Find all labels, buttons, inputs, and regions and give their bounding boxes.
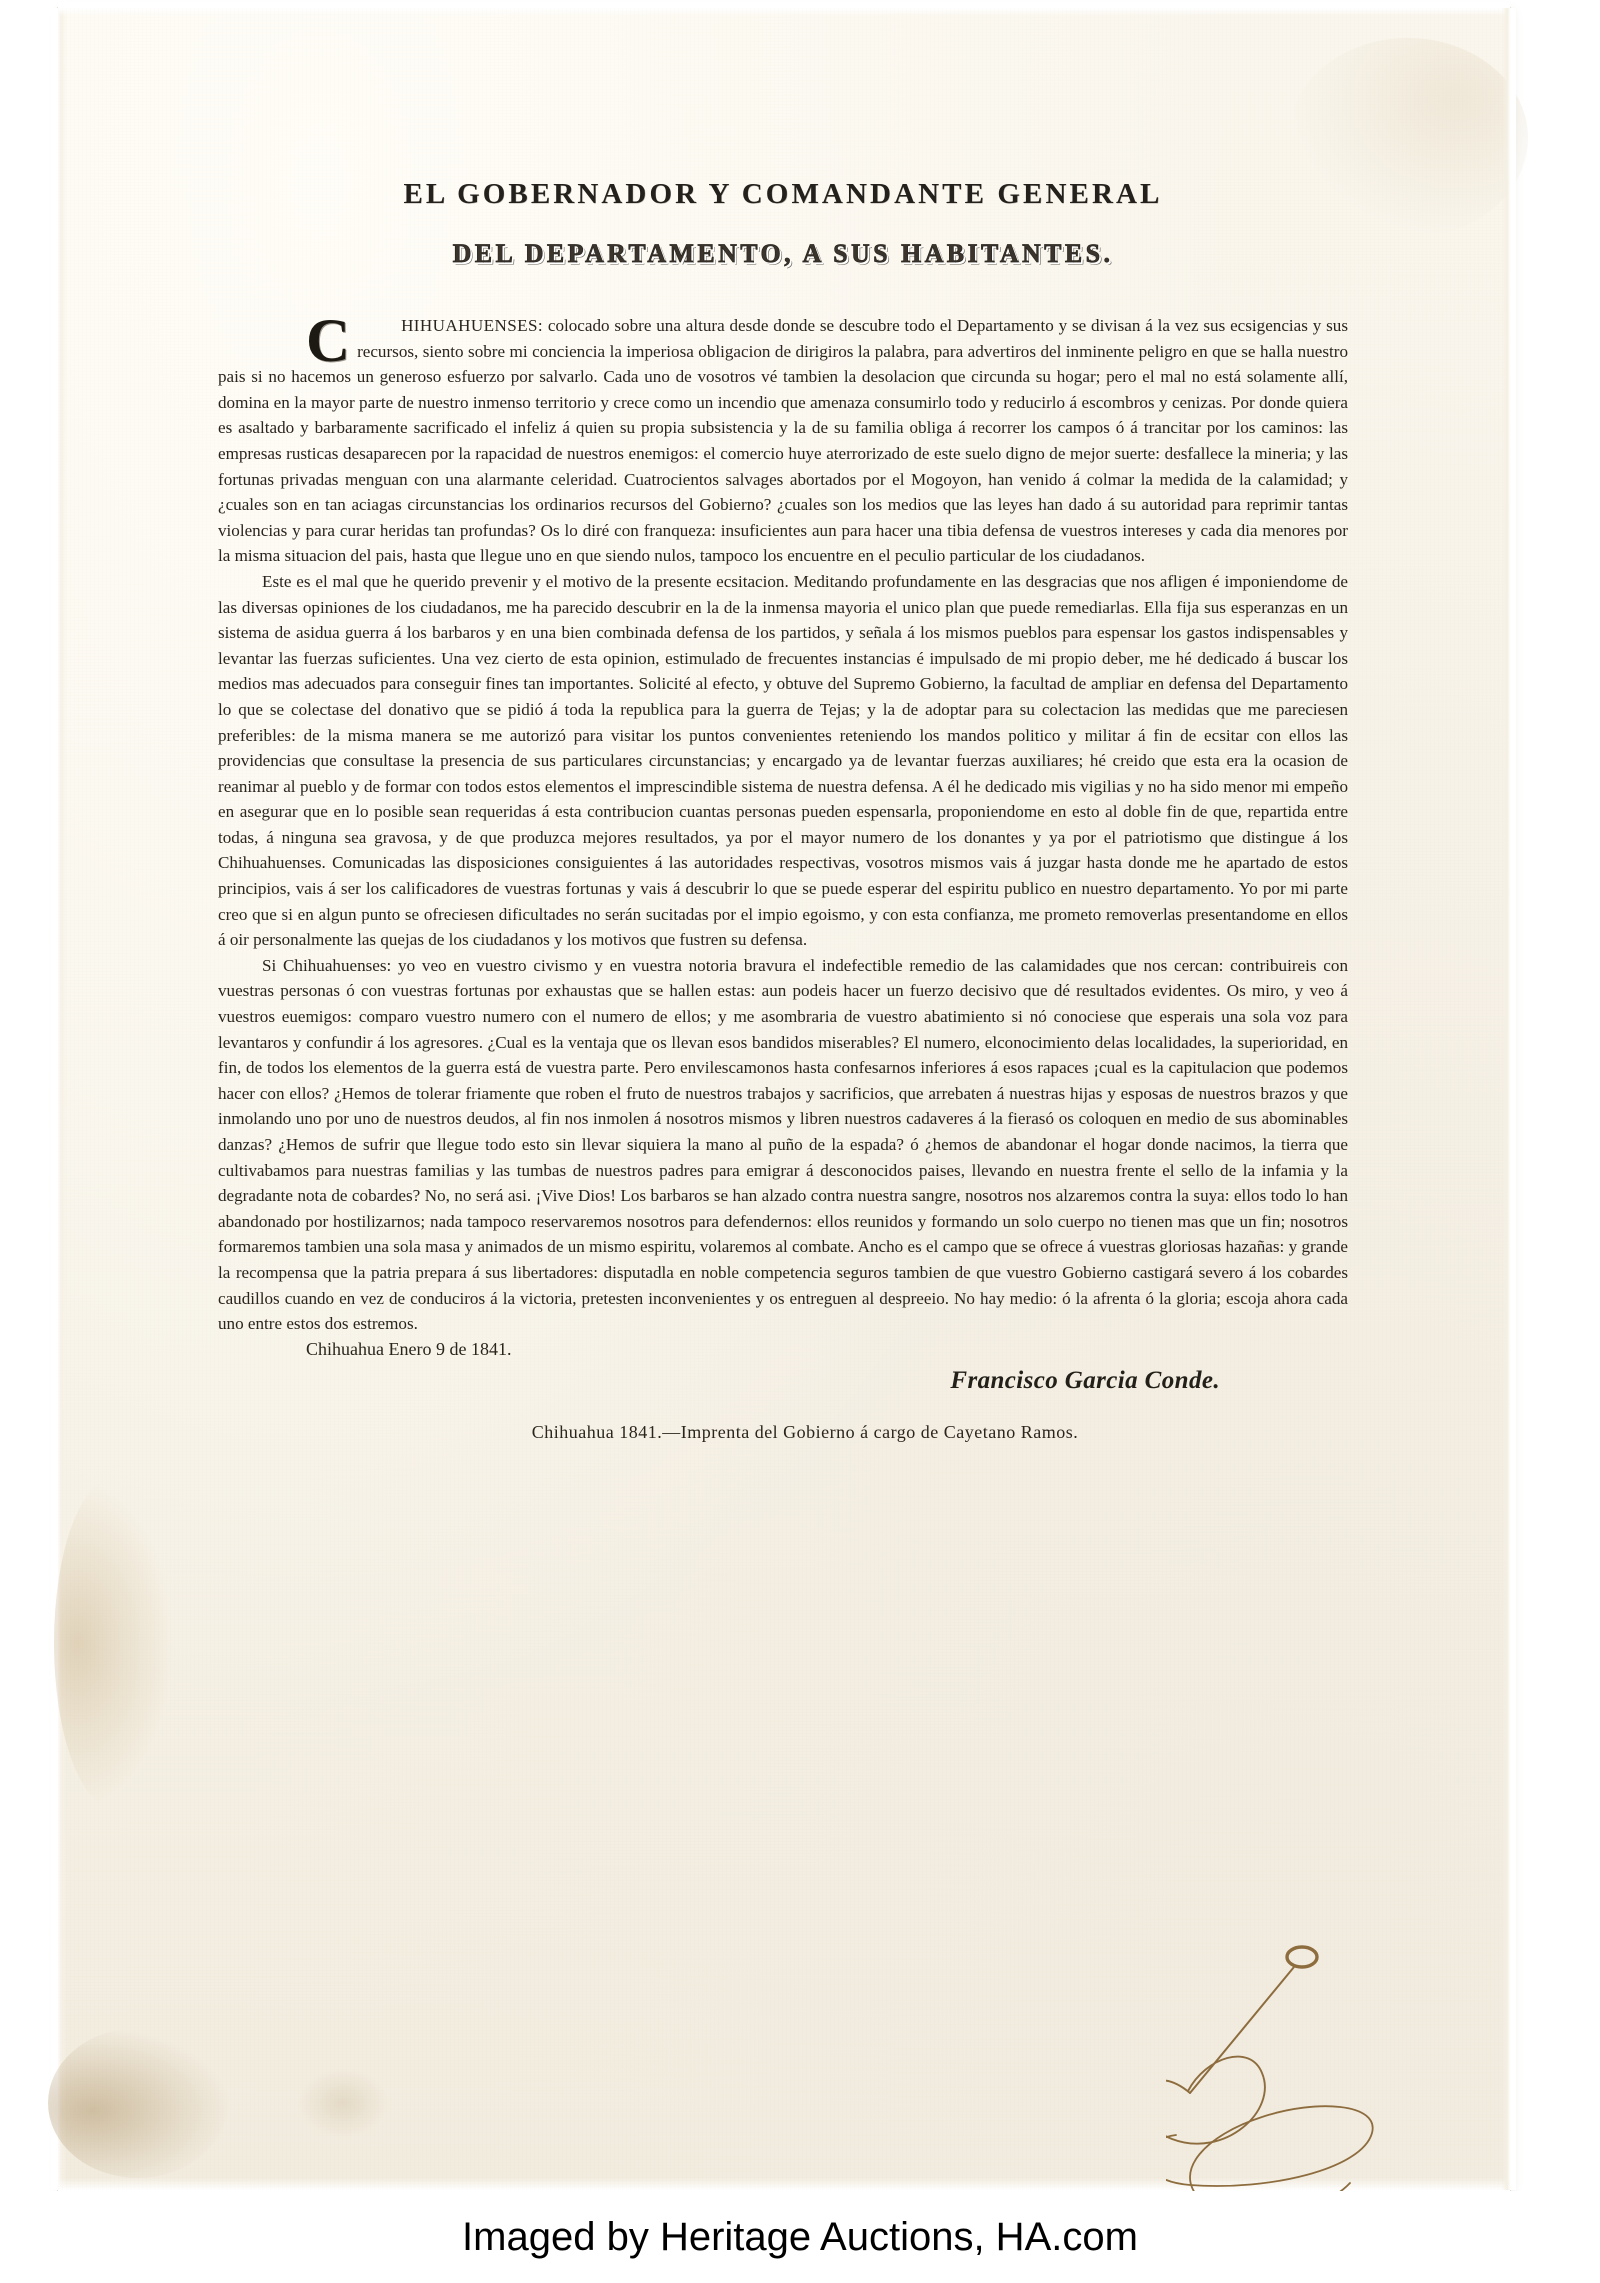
paragraph-opening <box>218 308 1348 569</box>
image-credit-text: Imaged by Heritage Auctions, HA.com <box>462 2214 1138 2259</box>
drop-cap: C <box>306 308 351 375</box>
document-text-block <box>218 8 1348 1446</box>
document-heading-secondary: DEL DEPARTAMENTO, A SUS HABITANTES. <box>452 239 1114 268</box>
image-credit-bar <box>0 2191 1600 2283</box>
signature-name: Francisco Garcia Conde. <box>950 1367 1220 1395</box>
document-heading-primary: EL GOBERNADOR Y COMANDANTE GENERAL <box>403 178 1163 210</box>
paragraph-2: Este es el mal que he querido prevenir y el motivo de la presente ecsitacion. Meditando profundamente en las desgracias que nos afligen é imponiendome de las diversas opiniones de los ciudadanos, me ha parecido descubrir en la de la inmensa mayoria el unico plan que puede remediarlas. Ella fija sus esperanzas en un sistema de asidua guerra á los barbaros y en una bien combinada defensa de los partidos, y señala á los mismos pueblos para espensar los gastos indispensables y levantar las fuerzas suficientes. Una vez cierto de esta opinion, estimulado de frecuentes instancias é impulsado de mi propio deber, me hé dedicado á buscar los medios mas adecuados para conseguir fines tan importantes. Solicité al efecto, y obtuve del Supremo Gobierno, la facultad de ampliar en defensa del Departamento lo que se colectase del donativo que se pidió á toda la republica para la guerra de Tejas; y la de adoptar para su colectacion las medidas que me pareciesen preferibles: de la misma manera se me autorizó para visitar los puntos convenientes reteniendo los mandos politico y militar á fin de ecsitar con ellos las providencias que consultase la presencia de sus particulares circunstancias; y encargado ya de levantar fuerzas auxiliares; hé creido que esta era la ocasion de reanimar al pueblo y de formar con todos estos elementos el imprescindible sistema de nuestra defensa. A él he dedicado mis vigilias y no ha sido menor mi empeño en asegurar que en lo posible sean requeridas á esta contribucion cuantas personas pueden espensarla, proponiendome en esto al doble fin de que, repartida entre todas, á ninguna sea gravosa, y de que produzca mejores resultados, ya por el mayor numero de los donantes y ya por el patriotismo que distingue á los Chihuahuenses. Comunicadas las disposiciones consiguientes á las autoridades respectivas, vosotros mismos vais á juzgar hasta donde me he apartado de estos principios, vais á ser los calificadores de vuestras fortunas y vais á descubrir lo que se puede esperar del espiritu publico en nuestro departamento. Yo por mi parte creo que si en algun punto se ofreciesen dificultades no serán sucitadas por el impio egoismo, y con esta confianza, me prometo removerlas presentandome en ellos á oir personalmente las quejas de los ciudadanos y los motivos que fustren su defensa. <box>218 571 1348 950</box>
opening-word: HIHUAHUENSES: <box>401 316 544 335</box>
printer-imprint: Chihuahua 1841.—Imprenta del Gobierno á cargo de Cayetano Ramos. <box>531 1422 1079 1443</box>
dateline: Chihuahua Enero 9 de 1841. <box>306 1338 512 1359</box>
broadside-document <box>58 8 1510 2190</box>
paragraph-3: Si Chihuahuenses: yo veo en vuestro civismo y en vuestra notoria bravura el indefectible remedio de las calamidades que nos cercan: contribuireis con vuestras personas ó con vuestras fortunas por exhaustas que se hallen estas: aun podeis hacer un fuerzo decisivo que dé resultados evidentes. Os miro, y veo á vuestros euemigos: comparo vuestro numero con el numero de ellos; y me asombraria de vuestro abatimiento si nó conociese que esperais una sola voz para levantaros y confundir á los agresores. ¿Cual es la ventaja que os llevan esos bandidos miserables? El numero, elconocimiento delas localidades, la superioridad, en fin, de todos los elementos de la guerra está de vuestra parte. Pero envilescamonos hasta confesarnos inferiores á esos rapaces ¡cual es la capitulacion que podemos hacer con ellos? ¿Hemos de tolerar friamente que roben el fruto de nuestros trabajos y sacrificios, que arrebaten á nuestras hijas y esposas de nuestros brazos y que inmolando uno por uno de nuestros deudos, al fin nos inmolen á nosotros mismos y libren nuestros cadaveres á la fierasó os coloquen en medio de sus abominables danzas? ¿Hemos de sufrir que llegue todo esto sin llevar siquiera la mano al puño de la espada? ó ¿hemos de abandonar el hogar donde nacimos, la tierra que cultivabamos para nuestras familias y las tumbas de nuestros padres para emigrar á desconocidos paises, llevando en nuestra frente el sello de la infamia y la degradante nota de cobardes? No, no será asi. ¡Vive Dios! Los barbaros se han alzado contra nuestra sangre, nosotros nos alzaremos contra la suya: ellos todo lo han abandonado por hostilizarnos; nada tampoco reservaremos nosotros para defendernos: ellos reunidos y formando un solo cuerpo no tienen mas que un fin; nosotros formaremos tambien una sola masa y animados de un mismo espiritu, volaremos al combate. Ancho es el campo que se ofrece á vuestras gloriosas hazañas: y grande la recompensa que la patria prepara á sus libertadores: disputadla en noble competencia seguros tambien de que vuestro Gobierno castigará severo á los cobardes caudillos cuando en vez de conduciros á la victoria, pretesten inconvenientes y os entreguen al despreeio. No hay medio: ó la afrenta ó la gloria; escoja ahora cada uno entre estos dos estremos. <box>218 955 1348 1334</box>
document-body <box>218 308 1348 1446</box>
signature-row <box>218 1362 1348 1420</box>
paragraph-1-text: colocado sobre una altura desde donde se descubre todo el Departamento y se divisan á la vez sus ecsigencias y sus recursos, siento sobre mi conciencia la imperiosa obligacion de dirigiros la palabra, para advertiros del inminente peligro en que se halla nuestro pais si no hacemos un generoso esfuerzo por salvarlo. Cada uno de vosotros vé tambien la desolacion que circunda su hogar; pero el mal no está solamente allí, domina en la mayor parte de nuestro inmenso territorio y crece como un incendio que amenaza consumirlo todo y reducirlo á escombros y cenizas. Por donde quiera es asaltado y barbaramente sacrificado el infeliz á quien su propia subsistencia y la de su familia obliga á recorrer los campos ó á trancitar por los caminos: las empresas rusticas desaparecen por la rapacidad de nuestros enemigos: el comercio huye aterrorizado de este suelo digno de mejor suerte: desfallece la mineria; y las fortunas privadas menguan con una alarmante celeridad. Cuatrocientos salvages abortados por el Mogoyon, han venido á colmar la medida de la calamidad; y ¿cuales son en tan aciagas circunstancias los ordinarios recursos del Gobierno? ¿cuales son los medios que las leyes han dado á su autoridad para reprimir tantas violencias y para curar heridas tan profundas? Os lo diré con franqueza: insuficientes aun para hacer una tibia defensa de vuestros intereses y cada dia menores por la misma situacion del pais, hasta que llegue uno en que siendo nulos, tampoco los encuentre en el peculio particular de los ciudadanos. <box>218 316 1348 566</box>
